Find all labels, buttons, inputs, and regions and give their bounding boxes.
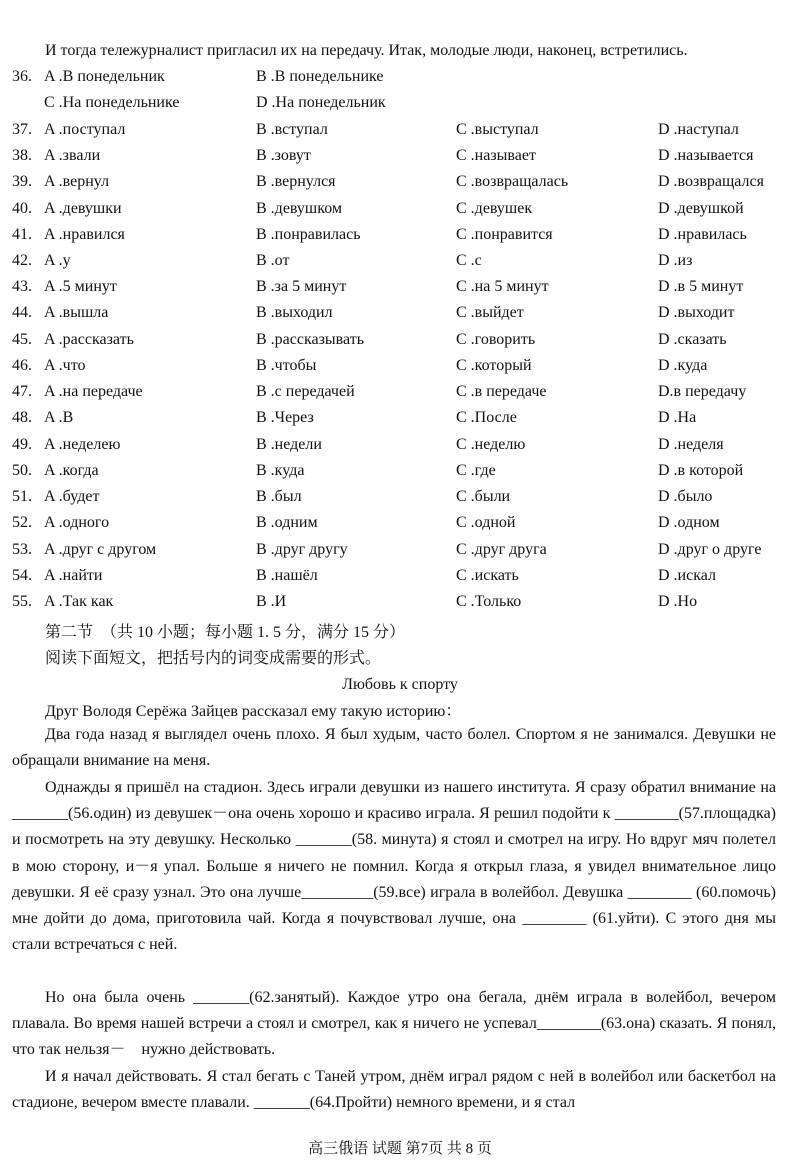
section-heading: 第二节 （共 10 小题；每小题 1. 5 分，满分 15 分） xyxy=(45,624,406,641)
option-a: A .найти xyxy=(44,567,103,584)
question-number: 54. xyxy=(12,567,32,584)
option-a: A .у xyxy=(44,252,71,269)
question-row xyxy=(0,222,800,248)
question-row xyxy=(0,169,800,195)
option-d: D .друг о друге xyxy=(658,541,762,558)
story-title: Любовь к спорту xyxy=(342,676,458,693)
option-c: C .на 5 минут xyxy=(456,278,549,295)
option-d: D .выходит xyxy=(658,304,735,321)
question-number: 55. xyxy=(12,593,32,610)
question-row xyxy=(0,117,800,143)
option-d: D .неделя xyxy=(658,436,724,453)
option-b: B .куда xyxy=(256,462,305,479)
question-number: 42. xyxy=(12,252,32,269)
option-d: D .в которой xyxy=(658,462,744,479)
option-d: D .в 5 минут xyxy=(658,278,744,295)
option-d: D .одном xyxy=(658,514,720,531)
question-number: 44. xyxy=(12,304,32,321)
question-number: 38. xyxy=(12,147,32,164)
option-d: D .из xyxy=(658,252,693,269)
option-a: A .Так как xyxy=(44,593,114,610)
option-a: A .когда xyxy=(44,462,99,479)
question-row xyxy=(0,484,800,510)
story-paragraph: Но она была очень _______(62.занятый). Каждое утро она бегала, днём играла в волейбол, вечером плавала. Во время нашей встречи а стоял и смотрел, как я ничего не успевал________(63.она) сказать. Я понял, что так нельзя－ нужно действовать. xyxy=(12,989,776,1059)
option-a: A .В xyxy=(44,409,74,426)
option-b: B .одним xyxy=(256,514,318,531)
question-row xyxy=(0,143,800,169)
question-number: 51. xyxy=(12,488,32,505)
option-b: B .Через xyxy=(256,409,314,426)
option-b: B .был xyxy=(256,488,302,505)
option-c: C .были xyxy=(456,488,511,505)
option-b: B .понравилась xyxy=(256,226,361,243)
option-c: C .выступал xyxy=(456,121,539,138)
option-a: A .что xyxy=(44,357,86,374)
question-row xyxy=(0,432,800,458)
question-number: 41. xyxy=(12,226,32,243)
option-c: C .Только xyxy=(456,593,522,610)
option-b: B .нашёл xyxy=(256,567,318,584)
option-b: B .девушком xyxy=(256,200,343,217)
option-b: B .за 5 минут xyxy=(256,278,347,295)
option-d: D .искал xyxy=(658,567,716,584)
option-a: A .нравился xyxy=(44,226,125,243)
question-row xyxy=(0,327,800,353)
question-row xyxy=(0,379,800,405)
question-number: 43. xyxy=(12,278,32,295)
option-d: D .нравилась xyxy=(658,226,747,243)
question-number: 50. xyxy=(12,462,32,479)
question-number: 49. xyxy=(12,436,32,453)
option-d: D .На xyxy=(658,409,697,426)
option-a: A .звали xyxy=(44,147,101,164)
option-c: C .выйдет xyxy=(456,304,524,321)
question-row xyxy=(0,196,800,222)
option-a: A .В понедельник xyxy=(44,68,165,85)
option-a: A .вышла xyxy=(44,304,109,321)
option-d: D .сказать xyxy=(658,331,727,348)
option-c: C .После xyxy=(456,409,517,426)
question-36 xyxy=(0,64,800,90)
option-d: D .наступал xyxy=(658,121,739,138)
question-number: 39. xyxy=(12,173,32,190)
option-c: C .который xyxy=(456,357,532,374)
option-b: B .друг другу xyxy=(256,541,348,558)
option-c: C .девушек xyxy=(456,200,533,217)
option-a: A .друг с другом xyxy=(44,541,157,558)
option-a: A .будет xyxy=(44,488,100,505)
question-number: 45. xyxy=(12,331,32,348)
option-c: C .неделю xyxy=(456,436,526,453)
option-d: D.в передачу xyxy=(658,383,747,400)
option-b: B .И xyxy=(256,593,287,610)
option-a: A .поступал xyxy=(44,121,126,138)
option-b: B .зовут xyxy=(256,147,311,164)
question-row xyxy=(0,458,800,484)
option-c: C .возвращалась xyxy=(456,173,569,190)
option-a: A .одного xyxy=(44,514,110,531)
question-row xyxy=(0,300,800,326)
option-c: C .На понедельнике xyxy=(44,94,180,111)
question-row xyxy=(0,589,800,615)
question-row xyxy=(0,274,800,300)
option-a: A .на передаче xyxy=(44,383,143,400)
question-number: 46. xyxy=(12,357,32,374)
story-paragraph: Два года назад я выглядел очень плохо. Я был худым, часто болел. Спортом я не занимался. Девушки не обращали внимание на меня. xyxy=(12,726,776,770)
option-b: B .недели xyxy=(256,436,322,453)
option-b: B .вступал xyxy=(256,121,328,138)
option-a: A .5 минут xyxy=(44,278,117,295)
question-number: 53. xyxy=(12,541,32,558)
option-c: C .называет xyxy=(456,147,536,164)
question-36-row2 xyxy=(0,90,800,116)
option-d: D .называется xyxy=(658,147,754,164)
question-row xyxy=(0,537,800,563)
option-b: B .выходил xyxy=(256,304,333,321)
option-b: B .вернулся xyxy=(256,173,336,190)
option-d: D .куда xyxy=(658,357,708,374)
question-row xyxy=(0,353,800,379)
option-c: C .где xyxy=(456,462,496,479)
option-b: B .В понедельнике xyxy=(256,68,384,85)
option-c: C .одной xyxy=(456,514,516,531)
intro-line: И тогда тележурналист пригласил их на передачу. Итак, молодые люди, наконец, встретились. xyxy=(45,42,688,59)
option-c: C .друг друга xyxy=(456,541,547,558)
option-c: C .понравится xyxy=(456,226,553,243)
option-c: C .говорить xyxy=(456,331,536,348)
option-c: C .искать xyxy=(456,567,519,584)
option-b: B .с передачей xyxy=(256,383,355,400)
option-d: D .было xyxy=(658,488,713,505)
story-paragraph: И я начал действовать. Я стал бегать с Таней утром, днём играл рядом с ней в волейбол или баскетбол на стадионе, вечером вместе плавали. _______(64.Пройти) немного времени, и я стал xyxy=(12,1068,776,1112)
question-row xyxy=(0,405,800,431)
story-lead: Друг Володя Серёжа Зайцев рассказал ему такую историю： xyxy=(45,703,462,720)
question-row xyxy=(0,510,800,536)
question-number: 52. xyxy=(12,514,32,531)
option-b: B .рассказывать xyxy=(256,331,364,348)
instruction: 阅读下面短文，把括号内的词变成需要的形式。 xyxy=(45,650,382,667)
option-b: B .от xyxy=(256,252,290,269)
option-c: C .с xyxy=(456,252,482,269)
option-a: A .девушки xyxy=(44,200,122,217)
question-number: 47. xyxy=(12,383,32,400)
story-paragraph: Однажды я пришёл на стадион. Здесь играли девушки из нашего института. Я сразу обратил внимание на _______(56.один) из девушек－она очень хорошо и красиво играла. Я решил подойти к ________(57.площадка) и посмотреть на эту девушку. Несколько _______(58. минута) я стоял и смотрел на игру. Но вдруг мяч полетел в мою сторону, и－я упал. Больше я ничего не помнил. Когда я открыл глаза, я увидел внимательное лицо девушки. Я её сразу узнал. Это она лучше_________(59.все) играла в волейбол. Девушка ________ (60.помочь) мне дойти до дома, приготовила чай. Когда я почувствовал лучше, она ________ (61.уйти). С этого дня мы стали встречаться с ней. xyxy=(12,779,776,954)
option-d: D .Но xyxy=(658,593,698,610)
option-d: D .возвращался xyxy=(658,173,764,190)
question-row xyxy=(0,563,800,589)
option-d: D .девушкой xyxy=(658,200,744,217)
option-b: B .чтобы xyxy=(256,357,317,374)
option-a: A .рассказать xyxy=(44,331,134,348)
question-number: 36. xyxy=(12,68,32,85)
question-number: 37. xyxy=(12,121,32,138)
option-a: A .неделею xyxy=(44,436,121,453)
question-number: 40. xyxy=(12,200,32,217)
option-a: A .вернул xyxy=(44,173,110,190)
question-number: 48. xyxy=(12,409,32,426)
option-c: C .в передаче xyxy=(456,383,547,400)
option-d: D .На понедельник xyxy=(256,94,386,111)
question-row xyxy=(0,248,800,274)
page-footer: 高三俄语 试题 第7页 共 8 页 xyxy=(308,1141,492,1157)
